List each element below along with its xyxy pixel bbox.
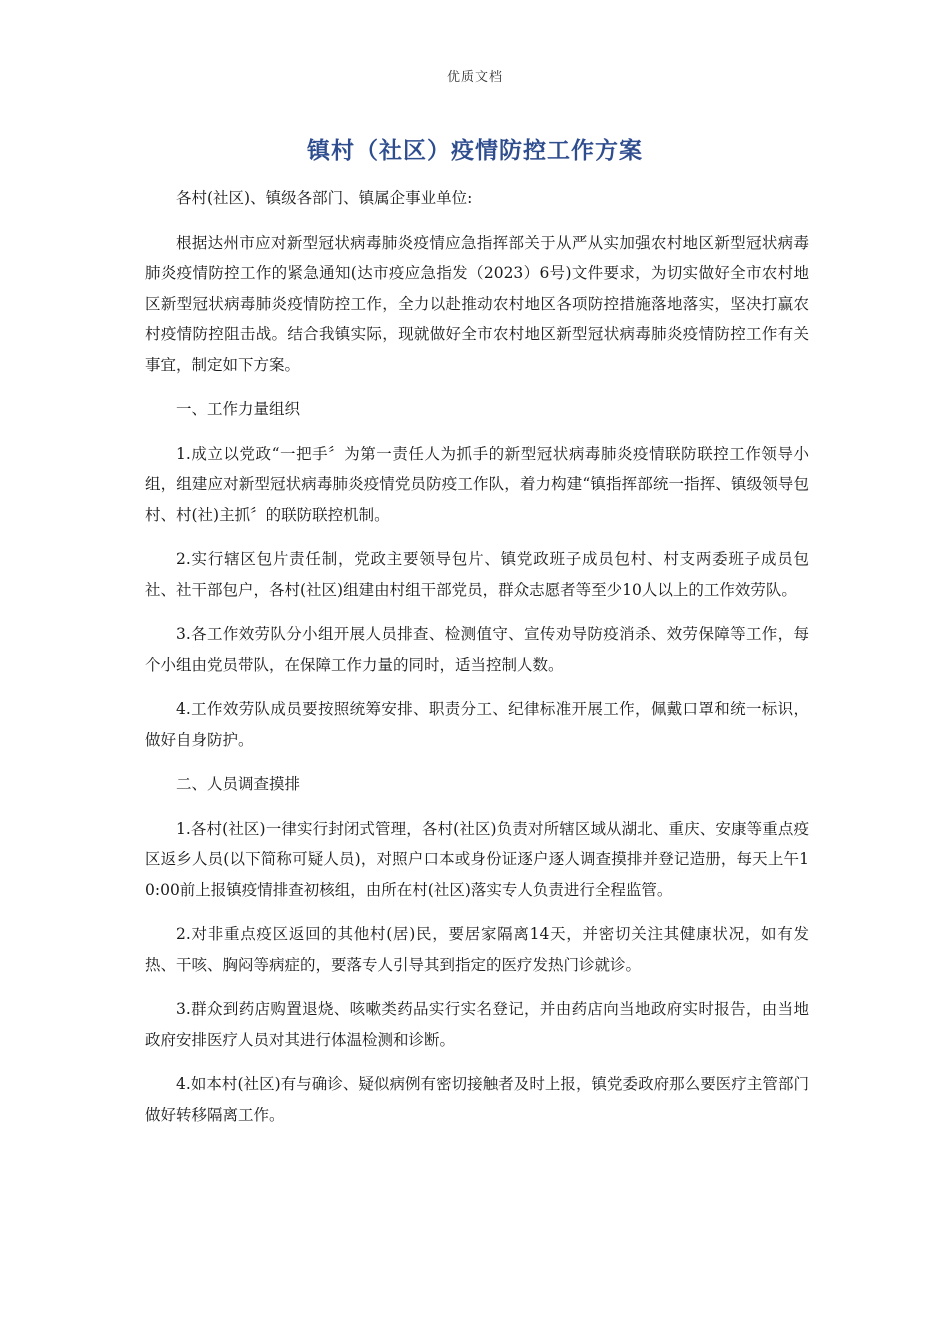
- section1-item-3: 3.各工作效劳队分小组开展人员排查、检测值守、宣传劝导防疫消杀、效劳保障等工作，每个小组由党员带队，在保障工作力量的同时，适当控制人数。: [145, 625, 809, 674]
- section2-item-2: 2.对非重点疫区返回的其他村(居)民，要居家隔离14天，并密切关注其健康状况，如有发热、干咳、胸闷等病症的，要落专人引导其到指定的医疗发热门诊就诊。: [145, 925, 809, 974]
- section-heading-1: 一、工作力量组织: [176, 400, 301, 418]
- section2-item-3: 3.群众到药店购置退烧、咳嗽类药品实行实名登记，并由药店向当地政府实时报告，由当地政府安排医疗人员对其进行体温检测和诊断。: [145, 1000, 809, 1049]
- document-body: [145, 183, 809, 1144]
- intro-paragraph: 根据达州市应对新型冠状病毒肺炎疫情应急指挥部关于从严从实加强农村地区新型冠状病毒肺炎疫情防控工作的紧急通知(达市疫应急指发（2023）6号)文件要求，为切实做好全市农村地区新型冠状病毒肺炎疫情防控工作，全力以赴推动农村地区各项防控措施落地落实，坚决打赢农村疫情防控阻击战。结合我镇实际，现就做好全市农村地区新型冠状病毒肺炎疫情防控工作有关事宜，制定如下方案。: [145, 233, 809, 374]
- section1-item-1: 1.成立以党政“一把手〞为第一责任人为抓手的新型冠状病毒肺炎疫情联防联控工作领导小组，组建应对新型冠状病毒肺炎疫情党员防疫工作队，着力构建“镇指挥部统一指挥、镇级领导包村、村(社)主抓〞的联防联控机制。: [145, 444, 809, 524]
- section1-item-2: 2.实行辖区包片责任制，党政主要领导包片、镇党政班子成员包村、村支两委班子成员包社、社干部包户，各村(社区)组建由村组干部党员，群众志愿者等至少10人以上的工作效劳队。: [145, 550, 809, 599]
- document-title: 镇村（社区）疫情防控工作方案: [307, 138, 643, 164]
- section1-item-4: 4.工作效劳队成员要按照统筹安排、职责分工、纪律标准开展工作，佩戴口罩和统一标识，做好自身防护。: [145, 700, 809, 749]
- section2-item-4: 4.如本村(社区)有与确诊、疑似病例有密切接触者及时上报，镇党委政府那么要医疗主管部门做好转移隔离工作。: [145, 1075, 809, 1124]
- section2-item-1: 1.各村(社区)一律实行封闭式管理，各村(社区)负责对所辖区域从湖北、重庆、安康等重点疫区返乡人员(以下简称可疑人员)，对照户口本或身份证逐户逐人调查摸排并登记造册，每天上午10:00前上报镇疫情排查初核组，由所在村(社区)落实专人负责进行全程监管。: [145, 819, 809, 899]
- header-label: 优质文档: [446, 70, 503, 85]
- section-heading-2: 二、人员调查摸排: [176, 775, 301, 793]
- salutation: 各村(社区)、镇级各部门、镇属企事业单位:: [176, 189, 473, 207]
